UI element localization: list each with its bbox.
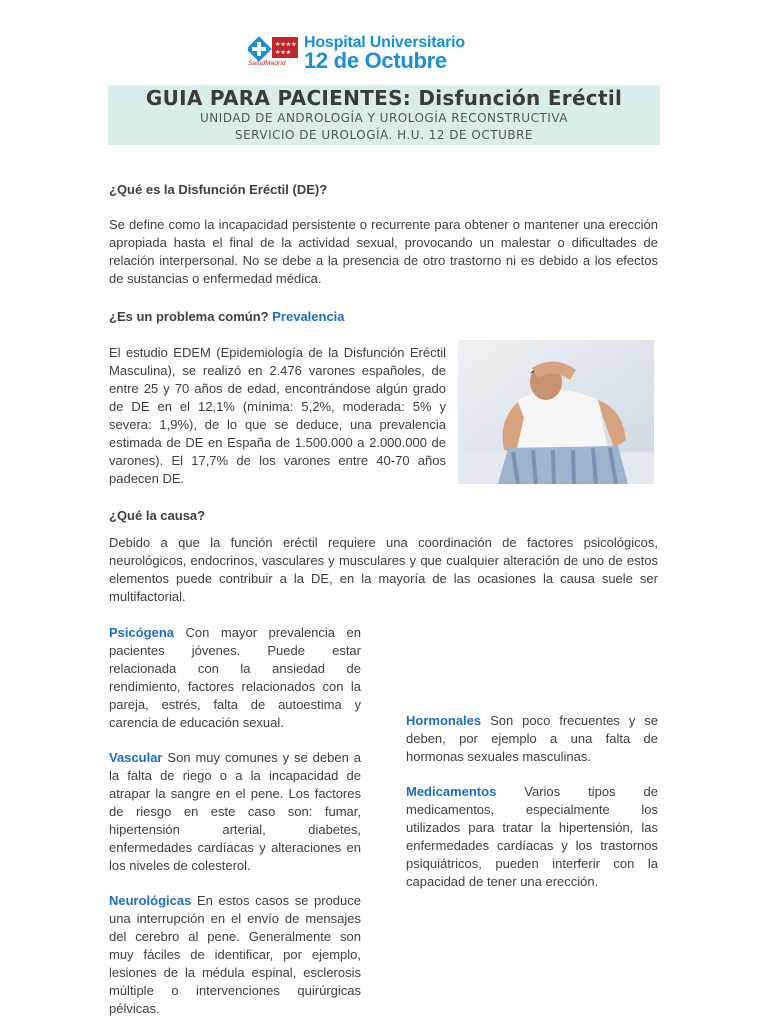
- causes-column-left: [109, 624, 361, 1035]
- cause-medicamentos: [406, 783, 658, 891]
- cause-text-medicamentos: Varios tipos de medicamentos, especialmente los utilizados para tratar la hipertensión, las enfermedades cardíacas y los trastornos psiquiátricos, pueden interferir con la capacidad de tener una erección.: [406, 784, 658, 889]
- cause-text-psicogena: Con mayor prevalencia en pacientes jóvenes. Puede estar relacionada con la ansiedad de rendimiento, factores relacionados con la pareja, estrés, falta de autoestima y carencia de educación sexual.: [109, 625, 361, 730]
- cause-label-medicamentos: Medicamentos: [406, 784, 497, 799]
- logo-sub-text: SaludMadrid: [248, 60, 286, 67]
- cause-text-vascular: Son muy comunes y se deben a la falta de riego o a la incapacidad de atrapar la sangre en el pene. Los factores de riesgo en este caso son: fumar, hipertensión arterial, diabetes, enfermedades cardíacas y alteraciones en los niveles de colesterol.: [109, 750, 361, 873]
- page-subtitle-unit: UNIDAD DE ANDROLOGÍA Y UROLOGÍA RECONSTRUCTIVA: [200, 111, 568, 125]
- cause-text-hormonales: Son poco frecuentes y se deben, por ejemplo a una falta de hormonas sexuales masculinas.: [406, 713, 658, 764]
- section-heading-prevalence: [109, 309, 345, 324]
- cause-hormonales: [406, 712, 658, 766]
- title-band: [108, 85, 660, 145]
- section-body-what-is: Se define como la incapacidad persistente o recurrente para obtener o mantener una erección apropiada hasta el final de la actividad sexual, provocando un malestar o dificultades de relación interpersonal. No se debe a la presencia de otro trastorno ni es debido a los efectos de sustancias o enfermedad médica.: [109, 217, 658, 286]
- prevalence-accent: Prevalencia: [272, 309, 345, 324]
- svg-text:★★★: ★★★: [275, 50, 292, 56]
- section-body-cause: Debido a que la función eréctil requiere una coordinación de factores psicológicos, neurológicos, endocrinos, vasculares y musculares y que cualquier alteración de uno de estos elementos puede contribuir a la DE, en la mayoría de las ocasiones la causa suele ser multifactorial.: [109, 535, 658, 604]
- section-body-prevalence: El estudio EDEM (Epidemiología de la Disfunción Eréctil Masculina), se realizó en 2.476 varones españoles, de entre 25 y 70 años de edad, encontrándose algún grado de DE en el 12,1% (mínima: 5,2%, moderada: 5% y severa: 1,9%), de lo que se deduce, una prevalencia estimada de DE en España de 1.500.000 a 2.000.000 de varones). El 17,7% de los varones entre 40-70 años padecen DE.: [109, 345, 446, 486]
- hospital-logo: [248, 34, 488, 74]
- cause-label-neurologicas: Neurológicas: [109, 893, 192, 908]
- worried-man-illustration: [458, 340, 654, 484]
- hospital-name-line1: Hospital Universitario: [304, 34, 465, 51]
- causes-column-right: [406, 712, 658, 908]
- cause-label-vascular: Vascular: [109, 750, 163, 765]
- cause-label-hormonales: Hormonales: [406, 713, 482, 728]
- cause-neurologicas: [109, 892, 361, 1018]
- cause-text-neurologicas: En estos casos se produce una interrupción en el envío de mensajes del cerebro al pene. Generalmente son muy fáciles de identificar, por ejemplo, lesiones de la médula espinal, esclerosis múltiple o intervenciones quirúrgicas pélvicas.: [109, 893, 361, 1016]
- page-title: GUIA PARA PACIENTES: Disfunción Eréctil: [145, 86, 623, 110]
- cause-psicogena: [109, 624, 361, 732]
- page-subtitle-service: SERVICIO DE UROLOGÍA. H.U. 12 DE OCTUBRE: [234, 128, 534, 142]
- prevalence-question: ¿Es un problema común?: [109, 309, 269, 324]
- section-heading-cause: ¿Qué la causa?: [109, 508, 206, 523]
- cause-vascular: [109, 749, 361, 875]
- patient-photo: [458, 340, 654, 484]
- hospital-name-line2: 12 de Octubre: [304, 48, 447, 73]
- cause-label-psicogena: Psicógena: [109, 625, 175, 640]
- svg-text:★★★★: ★★★★: [275, 42, 297, 48]
- section-heading-what-is: ¿Qué es la Disfunción Eréctil (DE)?: [109, 182, 328, 197]
